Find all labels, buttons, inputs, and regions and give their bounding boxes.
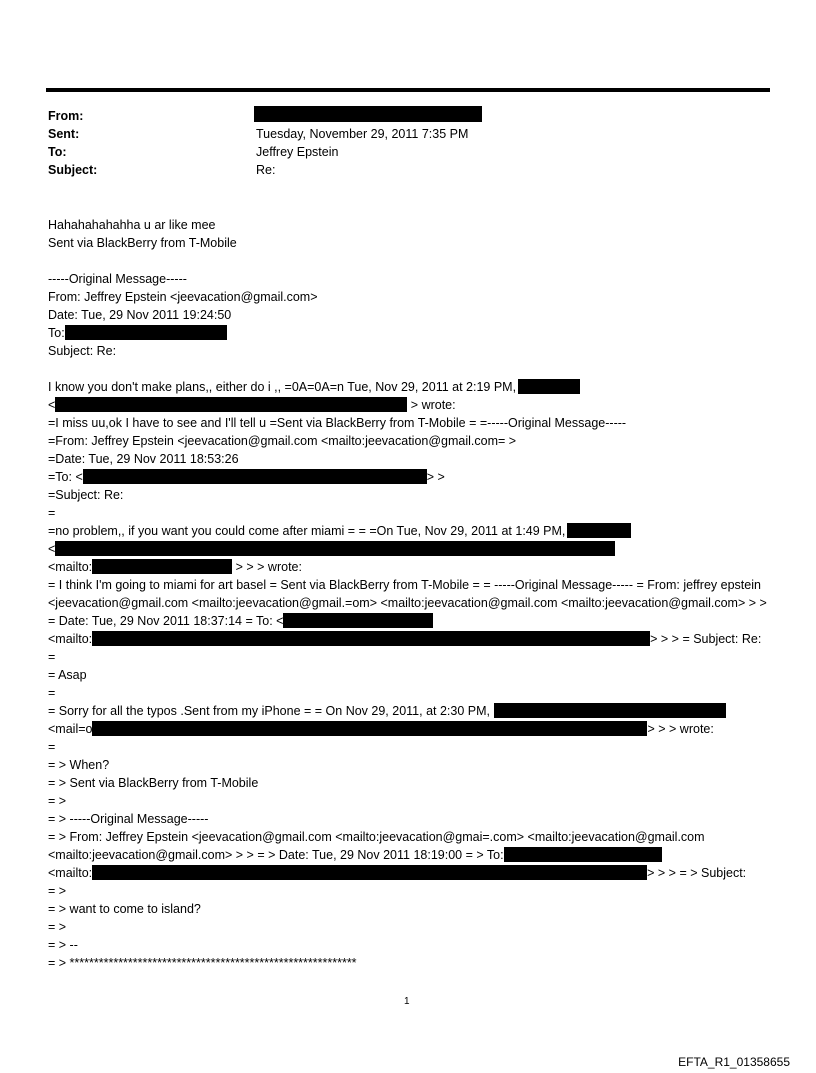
- line-text: = I think I'm going to miami for art basel = Sent via BlackBerry from T-Mobile = = -----Original Message----- = From: jeffrey epstein <jeevacation@gmail.com <mailto:jeevacation@gmail.=om> <mailto:jeevacation@gmail.com <mailto:jeevacation@gmail.com> > > = Date: Tue, 29 Nov 2011 18:37:14 = To: <: [48, 578, 767, 628]
- body-line: Subject: Re:: [48, 344, 117, 358]
- line-text: > >: [426, 470, 445, 484]
- line-text: > > > = > Subject:: [647, 866, 747, 880]
- subject-label: Subject:: [48, 163, 98, 177]
- to-value: Jeffrey Epstein: [256, 145, 339, 159]
- body-line: = >: [48, 884, 67, 898]
- subject-value: Re:: [256, 163, 276, 177]
- body-line: = >: [48, 920, 67, 934]
- line-text: <mailto:: [48, 866, 93, 880]
- body-line: Date: Tue, 29 Nov 2011 19:24:50: [48, 308, 232, 322]
- line-text: > wrote:: [410, 398, 456, 412]
- line-text: > > > = Subject: Re:: [650, 632, 762, 646]
- body-line: Sent via BlackBerry from T-Mobile: [48, 236, 237, 250]
- redaction-from: [254, 106, 482, 122]
- body-line: =: [48, 506, 56, 520]
- body-line: [48, 396, 770, 414]
- body-line: -----Original Message-----: [48, 272, 187, 286]
- body-line: =: [48, 650, 56, 664]
- redaction: [504, 847, 662, 862]
- header-rule: [46, 88, 770, 92]
- body-line: =From: Jeffrey Epstein <jeevacation@gmail.com <mailto:jeevacation@gmail.com= >: [48, 434, 517, 448]
- redaction: [567, 523, 631, 538]
- body-line: [48, 522, 770, 540]
- body-line: [48, 702, 770, 720]
- body-line: [48, 468, 770, 486]
- body-line: = > want to come to island?: [48, 902, 201, 916]
- body-line: Hahahahahahha u ar like mee: [48, 218, 216, 232]
- line-text: I know you don't make plans,, either do i ,, =0A=0A=n Tue, Nov 29, 2011 at 2:19 PM,: [48, 380, 517, 394]
- to-label: To:: [48, 145, 67, 159]
- body-line: = > ***********************************************************: [48, 956, 357, 970]
- line-text: <: [48, 398, 56, 412]
- redaction: [55, 397, 407, 412]
- email-body: [48, 216, 770, 972]
- redaction: [83, 469, 427, 484]
- line-text: <mailto:: [48, 560, 93, 574]
- body-line: =Subject: Re:: [48, 488, 124, 502]
- redaction: [92, 559, 232, 574]
- body-line: =: [48, 686, 56, 700]
- redaction: [283, 613, 433, 628]
- bates-number: EFTA_R1_01358655: [678, 1055, 790, 1069]
- body-line: [48, 720, 770, 738]
- body-line: [48, 324, 770, 342]
- body-line: [48, 576, 770, 630]
- body-line: =Date: Tue, 29 Nov 2011 18:53:26: [48, 452, 239, 466]
- body-line: = > When?: [48, 758, 110, 772]
- line-text: <mail=o: [48, 722, 93, 736]
- body-line: = Asap: [48, 668, 87, 682]
- page-number: 1: [404, 996, 410, 1007]
- body-line: =: [48, 740, 56, 754]
- body-line: From: Jeffrey Epstein <jeevacation@gmail.com>: [48, 290, 318, 304]
- redaction: [92, 631, 650, 646]
- line-text: > > > wrote:: [647, 722, 714, 736]
- redaction: [494, 703, 726, 718]
- body-line: [48, 540, 770, 558]
- redaction: [92, 865, 647, 880]
- line-text: = Sorry for all the typos .Sent from my iPhone = = On Nov 29, 2011, at 2:30 PM,: [48, 704, 491, 718]
- line-text: =no problem,, if you want you could come after miami = = =On Tue, Nov 29, 2011 at 1:49 PM,: [48, 524, 566, 538]
- body-line: [48, 378, 770, 396]
- redaction: [518, 379, 580, 394]
- sent-value: Tuesday, November 29, 2011 7:35 PM: [256, 127, 469, 141]
- body-line: [48, 864, 770, 882]
- sent-label: Sent:: [48, 127, 80, 141]
- body-line: [48, 558, 770, 576]
- redaction: [65, 325, 227, 340]
- body-line: = > -----Original Message-----: [48, 812, 209, 826]
- line-text: = > From: Jeffrey Epstein <jeevacation@gmail.com <mailto:jeevacation@gmai=.com> <mailto:jeevacation@gmail.com <mailto:jeevacation@gmail.com> > > = > Date: Tue, 29 Nov 2011 18:19:00 = > To:: [48, 830, 705, 862]
- line-text: <: [48, 542, 56, 556]
- body-line: [48, 828, 770, 864]
- to-text: To:: [48, 326, 65, 340]
- redaction: [55, 541, 615, 556]
- redaction: [92, 721, 647, 736]
- body-line: = >: [48, 794, 67, 808]
- line-text: =To: <: [48, 470, 83, 484]
- body-line: = > Sent via BlackBerry from T-Mobile: [48, 776, 259, 790]
- body-line: [48, 630, 770, 648]
- body-line: = > --: [48, 938, 78, 952]
- line-text: > > > wrote:: [235, 560, 302, 574]
- body-line: =I miss uu,ok I have to see and I'll tell u =Sent via BlackBerry from T-Mobile = =-----Original Message-----: [48, 416, 627, 430]
- line-text: <mailto:: [48, 632, 93, 646]
- from-label: From:: [48, 109, 84, 123]
